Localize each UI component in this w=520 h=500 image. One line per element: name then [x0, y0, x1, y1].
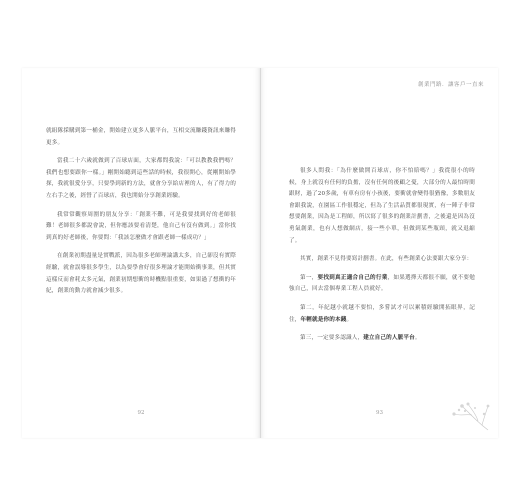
paragraph: 在創業初期盡量是實戰派，因為很多老師理論講太多，自己卻沒有實際經驗，就會誤導很多學生，以為要學會好很多理論才能開始衝事業，但其實這樣反而會耗太多元氣，創業初期想衝的時機點很重要，如果過了想衝的年紀，創業的動力就會減少很多。: [46, 253, 236, 295]
right-page: [261, 68, 498, 438]
paragraph: 其實，創業不見得要寫計劃書。在此，有些創業心法要跟大家分享：: [300, 256, 473, 263]
paragraph: 我常常觀察周圍的朋友分享：「創業不難，可是我要找到好的老師很難！老師很多都說會說，但你應該要看清楚，他自己有沒有做到。」當你找到真的好老師後，你要問：「我該怎麼做才會跟老師一樣成功？」: [46, 211, 236, 241]
page-number: 93: [376, 410, 383, 416]
floral-ornament-icon: [448, 396, 490, 432]
tip-item: [289, 273, 475, 296]
tip-prefix: 第二，年紀越小就越不要怕，多嘗試才可以累積經驗開拓眼界，記住，: [289, 304, 475, 323]
left-page-body: [46, 126, 236, 305]
tip-prefix: 第一，: [300, 274, 318, 281]
paragraph: 就組隊採購到第一桶金，開始建立更多人脈平台，互相交流賺錢資訊來賺得更多。: [46, 128, 236, 146]
tip-item: [289, 333, 475, 345]
paragraph: 很多人問我：「為什麼做開百球店，你不怕賠嗎？」我從很小的時候，身上就沒有任何的負擔，沒有任何的後顧之憂，大部分的人最怕時間跟財，過了20多歲，有車有房有小孩後，要衝就會變得很猶豫，多數朋友會跟我說，在園區工作很穩定，但為了生活品質都很現實，有一陣子非常想要創業，因為是工程師，所以寫了很多的創業計劃書，之後還是因為沒勇氣創業，也有人想做網店，接一些小單，但做到某些瓶頸，就又退縮了。: [289, 168, 475, 244]
right-page-body: [289, 166, 475, 352]
tip-highlight: 建立自己的人脈平台: [363, 335, 415, 342]
tip-item: [289, 303, 475, 326]
tip-rest: ，如果選擇天都很不願，就不要勉強自己，回去當個專業工程人員就好。: [289, 274, 475, 293]
tip-rest: 。: [414, 335, 421, 342]
running-header: 創業門路．讓客戶一直來: [417, 82, 484, 88]
paragraph: 當我二十六歲就做到了百球店面，大家都問我說：「可以教教我們嗎？我們也想要跟你一樣。」剛開始聽到這些話的時候，我很開心，從剛開始學探，我就很愛分享，只要學到新的方法，就會分享給店裡的人，有了得力的左右手之後，經營了百球店，我也開始分享創業經驗。: [46, 158, 236, 199]
book-spread: [22, 68, 498, 438]
left-page: [22, 68, 261, 438]
tip-highlight: 要找到真正適合自己的行業: [317, 274, 388, 281]
tip-prefix: 第三，一定要多認識人，: [300, 335, 364, 342]
tip-rest: 。: [346, 316, 353, 323]
page-number: 92: [137, 410, 145, 416]
tip-highlight: 年輕就是你的本錢: [300, 316, 347, 323]
